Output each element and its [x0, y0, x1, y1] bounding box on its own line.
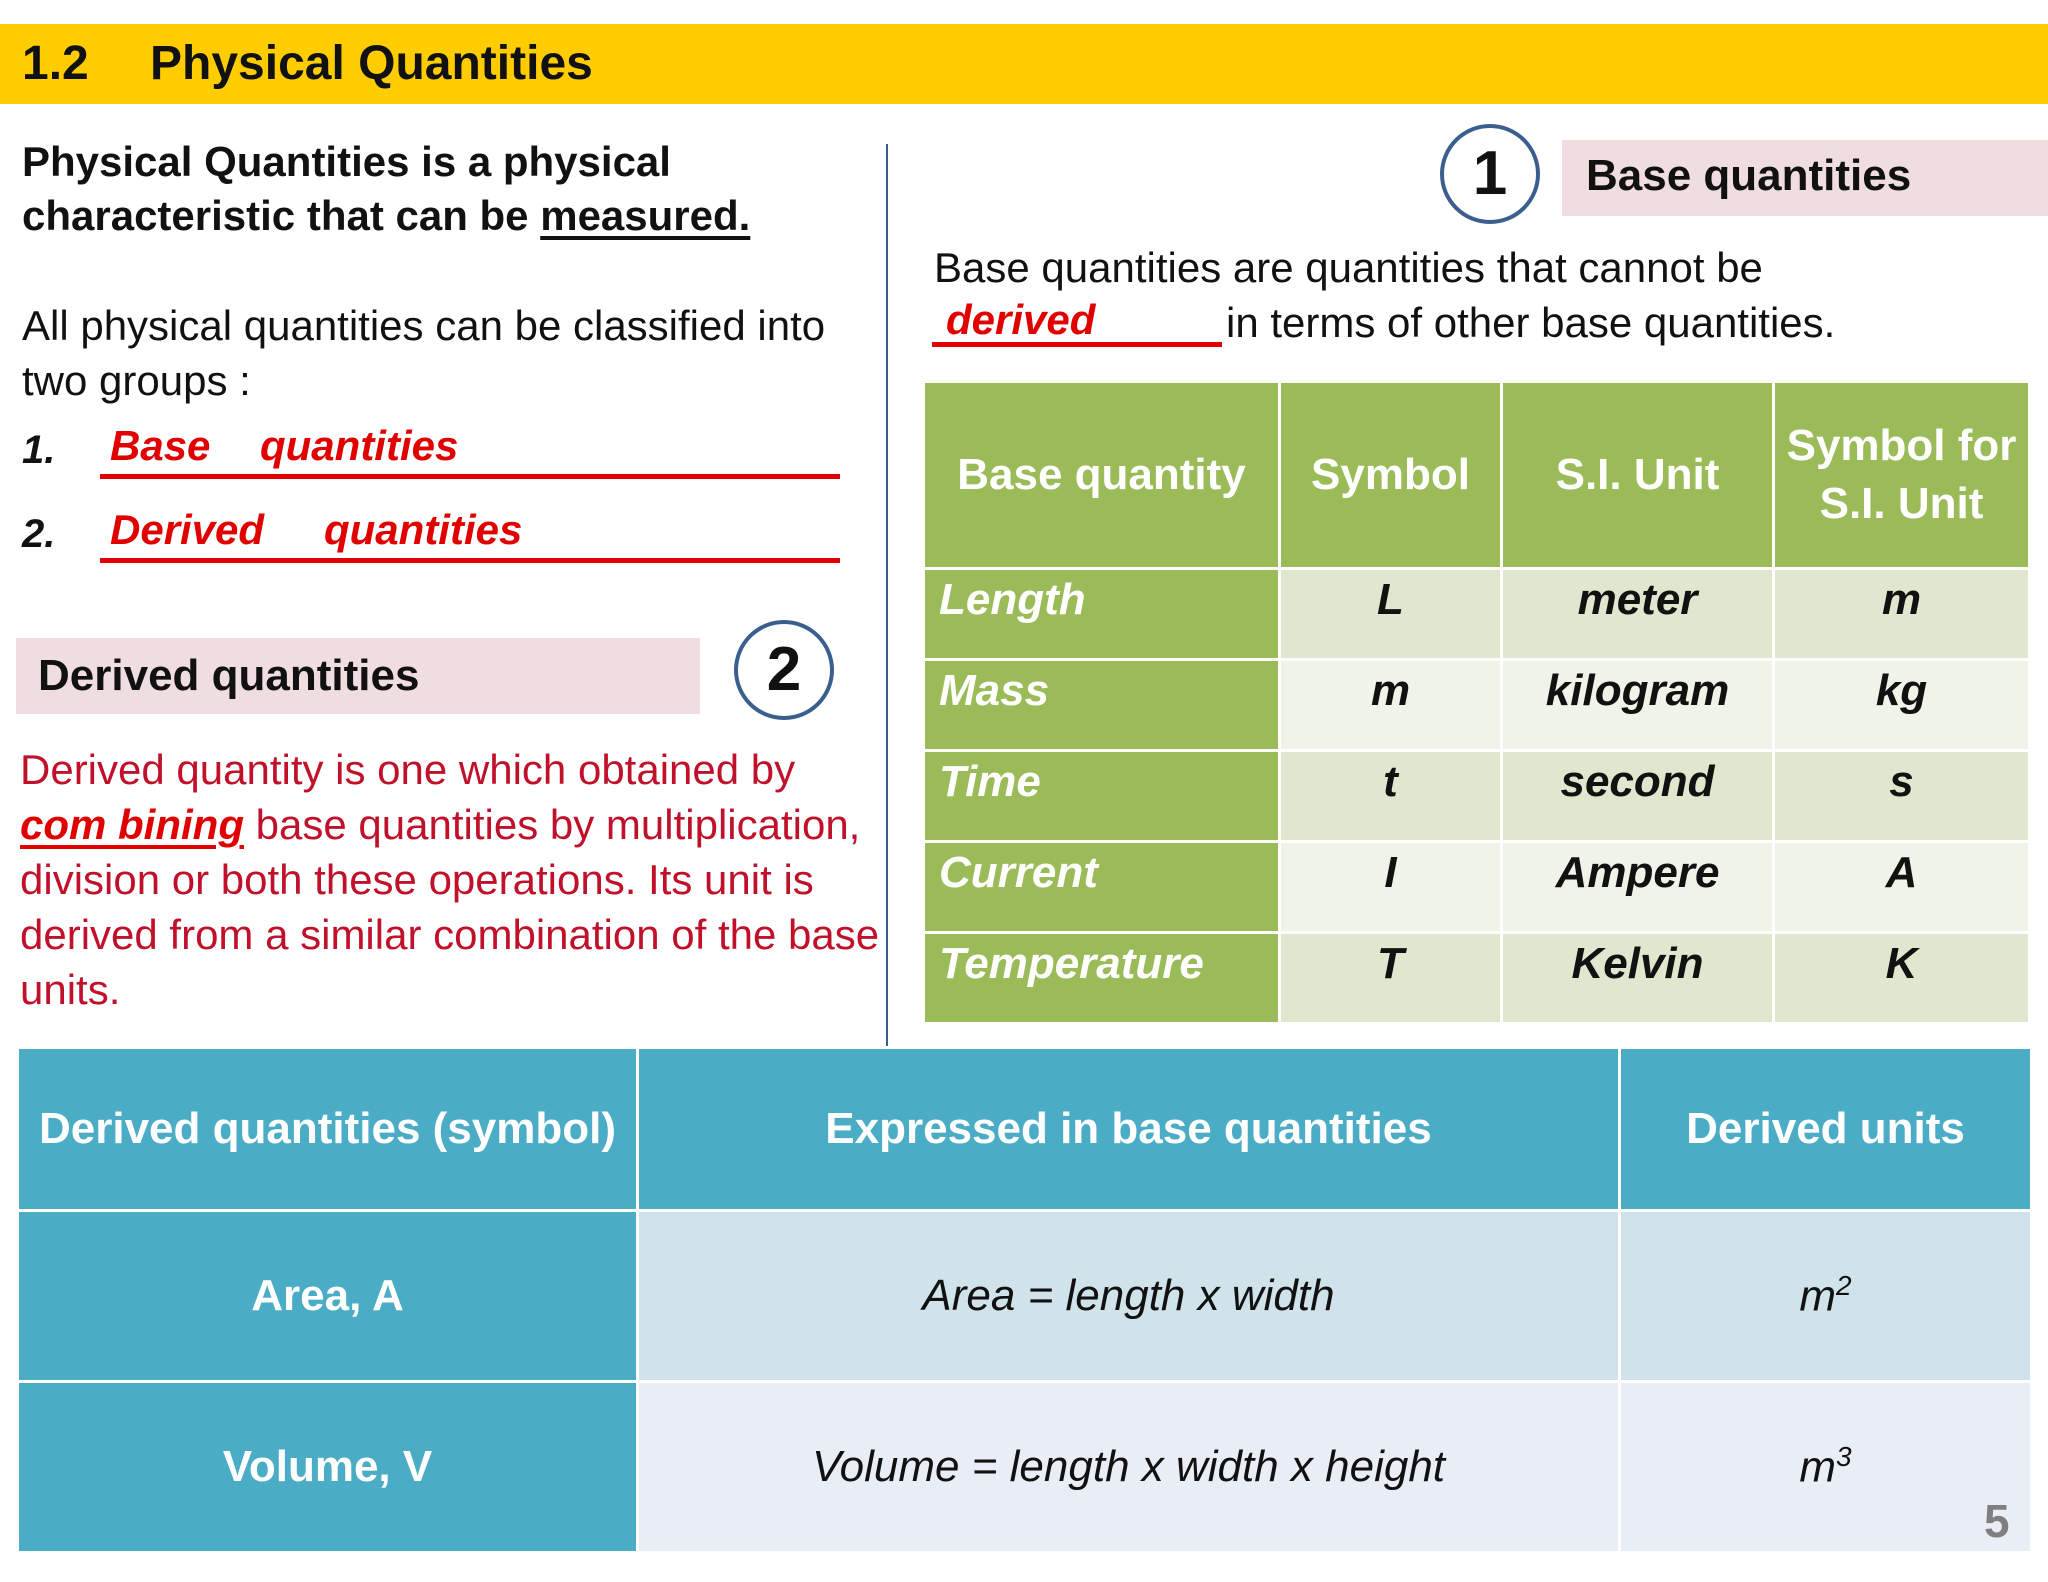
page-number: 5 — [1984, 1495, 2010, 1547]
column-header: Base quantity — [924, 382, 1280, 569]
quantity-cell: Time — [924, 751, 1280, 842]
base-definition-part-1: Base quantities are quantities that cannot be — [934, 244, 1763, 291]
column-header: S.I. Unit — [1502, 382, 1774, 569]
table-row — [18, 1382, 2032, 1553]
symbol-cell: t — [1280, 751, 1502, 842]
answer-text: Derived — [110, 506, 265, 553]
section-badge-1: 1 — [1440, 124, 1540, 224]
table-row — [924, 660, 2030, 751]
base-section-heading: Base quantities — [1586, 151, 1912, 200]
group-number: 2. — [22, 512, 56, 556]
base-quantities-table — [922, 380, 2031, 1025]
derived-definition-part-1: Derived quantity is one which obtained by — [20, 746, 796, 793]
derived-quantity-cell: Volume, V — [18, 1382, 638, 1553]
derived-quantity-cell: Area, A — [18, 1211, 638, 1382]
symbol-cell: T — [1280, 933, 1502, 1024]
table-header-row — [924, 382, 2030, 569]
group-item-1 — [22, 422, 822, 482]
derived-definition — [20, 742, 880, 1017]
unit-symbol-cell: A — [1774, 842, 2030, 933]
unit-cell: Kelvin — [1502, 933, 1774, 1024]
unit-symbol-cell: K — [1774, 933, 2030, 1024]
section-number: 1.2 — [22, 37, 89, 90]
symbol-cell: m — [1280, 660, 1502, 751]
answer-blank — [100, 474, 840, 479]
page-title: Physical Quantities — [150, 37, 593, 90]
unit-symbol-cell: kg — [1774, 660, 2030, 751]
answer-blank — [100, 558, 840, 563]
column-header: Symbol — [1280, 382, 1502, 569]
column-header: Derived quantities (symbol) — [18, 1048, 638, 1211]
unit-base: m — [1799, 1442, 1837, 1492]
answer-text: Base — [110, 422, 211, 469]
unit-base: m — [1799, 1271, 1837, 1321]
unit-symbol-cell: m — [1774, 569, 2030, 660]
definition-emphasis: measured. — [540, 192, 751, 239]
derived-section-heading: Derived quantities — [38, 651, 420, 700]
table-row — [924, 842, 2030, 933]
table-row — [924, 751, 2030, 842]
section-badge-2: 2 — [734, 620, 834, 720]
derived-definition-part-2: base quantities by multiplication, division or both these operations. Its unit is derived from a similar combination of the base units. — [20, 801, 880, 1013]
definition-prefix: Physical Quantities is a physical characteristic that can be — [22, 138, 671, 239]
table-row — [924, 569, 2030, 660]
symbol-cell: I — [1280, 842, 1502, 933]
quantity-cell: Temperature — [924, 933, 1280, 1024]
column-header: Expressed in base quantities — [638, 1048, 1620, 1211]
unit-exponent: 2 — [1836, 1270, 1852, 1302]
table-header-row — [18, 1048, 2032, 1211]
derived-unit-cell — [1620, 1382, 2032, 1553]
answer-text: quantities — [324, 506, 523, 553]
unit-symbol-cell: s — [1774, 751, 2030, 842]
quantity-cell: Length — [924, 569, 1280, 660]
column-divider — [886, 144, 888, 1050]
unit-cell: kilogram — [1502, 660, 1774, 751]
quantity-cell: Mass — [924, 660, 1280, 751]
answer-text: derived — [946, 296, 1096, 343]
table-row — [924, 933, 2030, 1024]
unit-exponent: 3 — [1836, 1441, 1852, 1473]
derived-unit-cell — [1620, 1211, 2032, 1382]
answer-text: com bining — [20, 801, 244, 848]
column-header: Derived units — [1620, 1048, 2032, 1211]
table-row — [18, 1211, 2032, 1382]
unit-cell: meter — [1502, 569, 1774, 660]
answer-text: quantities — [260, 422, 459, 469]
expression-cell: Area = length x width — [638, 1211, 1620, 1382]
base-definition-part-2: in terms of other base quantities. — [1226, 299, 1836, 346]
base-definition — [934, 240, 2034, 350]
derived-quantities-table — [16, 1046, 2033, 1554]
definition-text — [22, 135, 882, 243]
column-header: Symbol for S.I. Unit — [1774, 382, 2030, 569]
group-item-2 — [22, 506, 822, 566]
classification-intro: All physical quantities can be classified into two groups : — [22, 302, 826, 404]
unit-cell: Ampere — [1502, 842, 1774, 933]
unit-cell: second — [1502, 751, 1774, 842]
quantity-cell: Current — [924, 842, 1280, 933]
symbol-cell: L — [1280, 569, 1502, 660]
expression-cell: Volume = length x width x height — [638, 1382, 1620, 1553]
group-number: 1. — [22, 428, 56, 472]
